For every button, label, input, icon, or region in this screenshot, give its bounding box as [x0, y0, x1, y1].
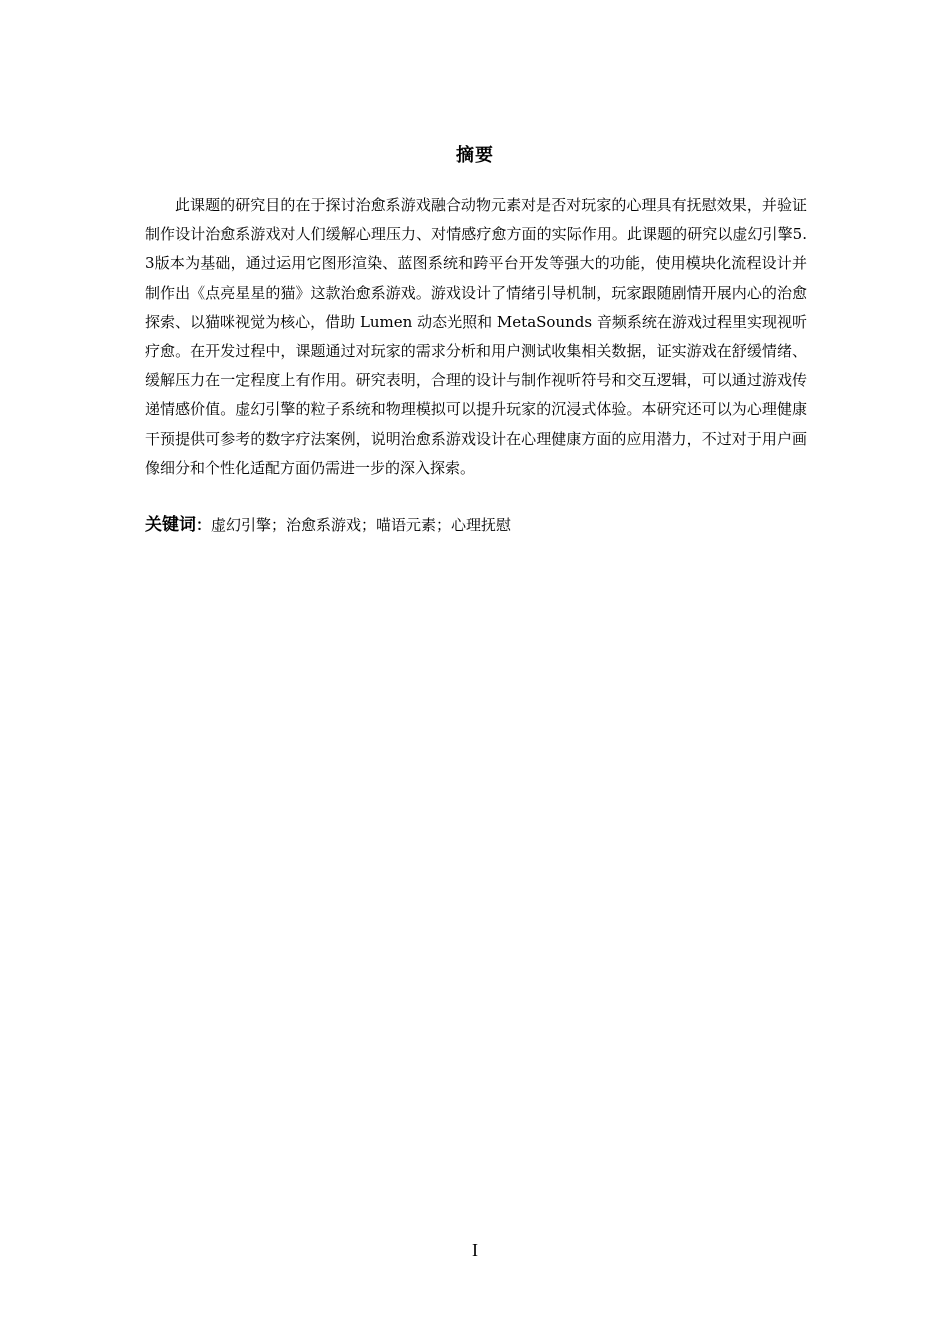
abstract-paragraph: 此课题的研究目的在于探讨治愈系游戏融合动物元素对是否对玩家的心理具有抚慰效果，并验证制作设计治愈系游戏对人们缓解心理压力、对情感疗愈方面的实际作用。此课题的研究以虚幻引擎5.3版本为基础，通过运用它图形渲染、蓝图系统和跨平台开发等强大的功能，使用模块化流程设计并制作出《点亮星星的猫》这款治愈系游戏。游戏设计了情绪引导机制，玩家跟随剧情开展内心的治愈探索、以猫咪视觉为核心，借助 Lumen 动态光照和 MetaSounds 音频系统在游戏过程里实现视听疗愈。在开发过程中，课题通过对玩家的需求分析和用户测试收集相关数据，证实游戏在舒缓情绪、缓解压力在一定程度上有作用。研究表明，合理的设计与制作视听符号和交互逻辑，可以通过游戏传递情感价值。虚幻引擎的粒子系统和物理模拟可以提升玩家的沉浸式体验。本研究还可以为心理健康干预提供可参考的数字疗法案例，说明治愈系游戏设计在心理健康方面的应用潜力，不过对于用户画像细分和个性化适配方面仍需进一步的深入探索。 — [145, 196, 807, 477]
keywords-line — [145, 512, 807, 538]
page-number: I — [472, 1240, 478, 1260]
keywords-separator: ： — [196, 516, 212, 534]
page-title: 摘要 — [456, 145, 494, 166]
keywords-text: 虚幻引擎；治愈系游戏；喵语元素；心理抚慰 — [211, 516, 512, 534]
keywords-label: 关键词 — [145, 515, 196, 535]
